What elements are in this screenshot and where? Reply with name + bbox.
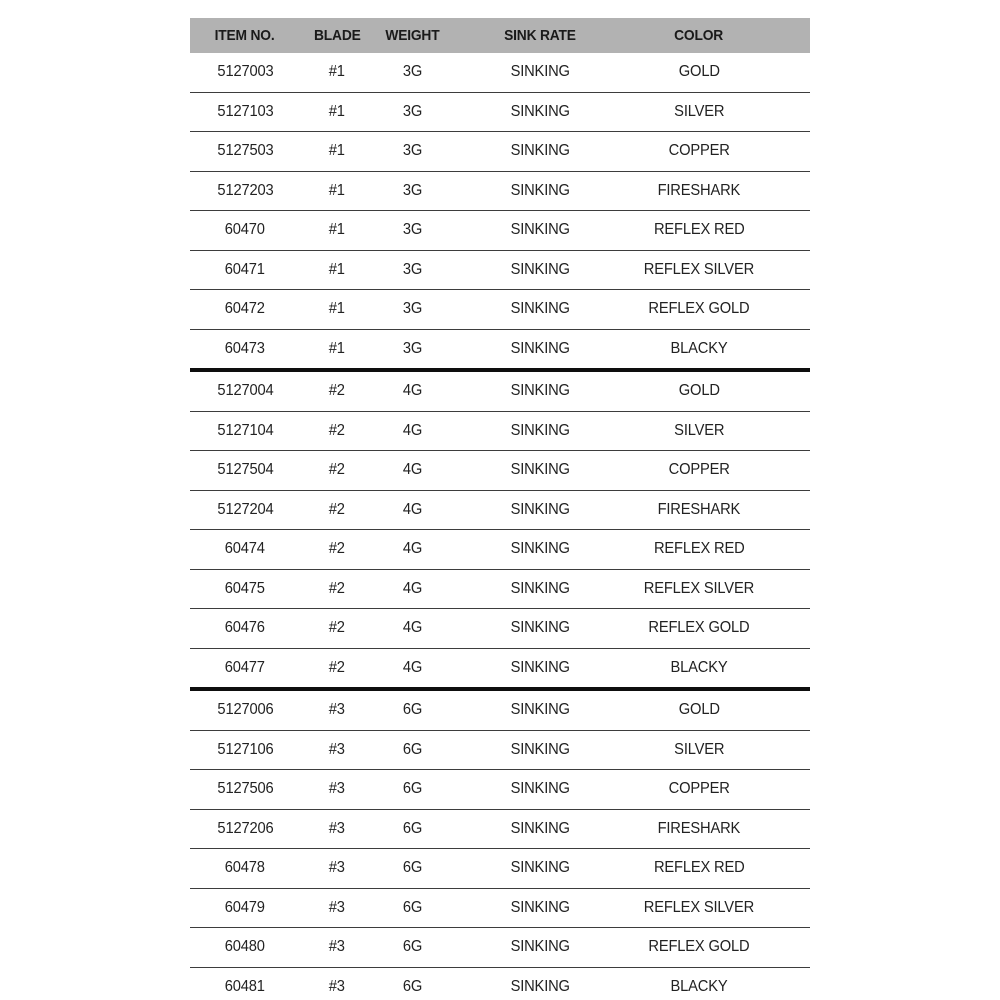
table-cell-sink-rate <box>450 329 630 370</box>
cell-text: #3 <box>328 819 346 837</box>
cell-text: 6G <box>402 701 422 719</box>
cell-text: 5127103 <box>216 102 274 120</box>
table-cell-color <box>630 530 810 570</box>
cell-text: SINKING <box>510 421 570 439</box>
cell-text: 60472 <box>224 300 266 318</box>
table-row <box>190 490 810 530</box>
table-cell-weight <box>374 250 450 290</box>
table-cell-weight <box>374 928 450 968</box>
table-cell-weight <box>374 730 450 770</box>
table-cell-weight <box>374 770 450 810</box>
cell-text: COPPER <box>668 780 730 798</box>
table-cell-blade <box>300 809 374 849</box>
table-cell-item-no <box>190 569 300 609</box>
cell-text: 5127204 <box>216 500 274 518</box>
table-cell-blade <box>300 211 374 251</box>
cell-text: 4G <box>402 421 422 439</box>
table-cell-color <box>630 451 810 491</box>
table-cell-item-no <box>190 490 300 530</box>
cell-text: #1 <box>328 102 346 120</box>
cell-text: 5127104 <box>216 421 274 439</box>
cell-text: #1 <box>328 63 346 81</box>
cell-text: 6G <box>402 898 422 916</box>
table-row <box>190 849 810 889</box>
cell-text: #1 <box>328 221 346 239</box>
cell-text: SINKING <box>510 540 570 558</box>
cell-text: 6G <box>402 740 422 758</box>
cell-text: #3 <box>328 740 346 758</box>
cell-text: 5127206 <box>216 819 274 837</box>
cell-text: #1 <box>328 260 346 278</box>
table-cell-blade <box>300 967 374 1000</box>
cell-text: #3 <box>328 859 346 877</box>
column-header-color: COLOR <box>630 18 810 53</box>
table-cell-item-no <box>190 250 300 290</box>
table-cell-color <box>630 329 810 370</box>
cell-text: 5127504 <box>216 461 274 479</box>
table-cell-weight <box>374 530 450 570</box>
cell-text: SINKING <box>510 579 570 597</box>
cell-text: #2 <box>328 382 346 400</box>
table-cell-color <box>630 928 810 968</box>
header-row <box>190 18 810 53</box>
table-cell-item-no <box>190 928 300 968</box>
table-cell-blade <box>300 370 374 411</box>
cell-text: #2 <box>328 461 346 479</box>
cell-text: 60480 <box>224 938 266 956</box>
cell-text: 4G <box>402 500 422 518</box>
table-cell-blade <box>300 849 374 889</box>
table-row <box>190 132 810 172</box>
table-cell-blade <box>300 132 374 172</box>
table-cell-blade <box>300 250 374 290</box>
cell-text: SINKING <box>510 619 570 637</box>
cell-text: #3 <box>328 938 346 956</box>
cell-text: REFLEX SILVER <box>643 260 755 278</box>
table-cell-sink-rate <box>450 609 630 649</box>
cell-text: 5127003 <box>216 63 274 81</box>
cell-text: 60481 <box>224 977 266 995</box>
table-cell-color <box>630 490 810 530</box>
cell-text: 5127006 <box>216 701 274 719</box>
cell-text: GOLD <box>678 63 720 81</box>
table-cell-color <box>630 770 810 810</box>
table-row <box>190 689 810 730</box>
cell-text: 60473 <box>224 339 266 357</box>
table-cell-sink-rate <box>450 132 630 172</box>
cell-text: SINKING <box>510 658 570 676</box>
table-cell-color <box>630 888 810 928</box>
cell-text: 3G <box>402 221 422 239</box>
table-cell-blade <box>300 290 374 330</box>
table-cell-item-no <box>190 967 300 1000</box>
cell-text: #3 <box>328 780 346 798</box>
table-row <box>190 290 810 330</box>
table-cell-weight <box>374 451 450 491</box>
cell-text: 6G <box>402 780 422 798</box>
cell-text: 5127203 <box>216 181 274 199</box>
table-row <box>190 809 810 849</box>
table-row <box>190 530 810 570</box>
table-row <box>190 609 810 649</box>
table-cell-sink-rate <box>450 92 630 132</box>
table-cell-color <box>630 92 810 132</box>
cell-text: REFLEX SILVER <box>643 898 755 916</box>
cell-text: SINKING <box>510 977 570 995</box>
cell-text: 3G <box>402 102 422 120</box>
table-cell-item-no <box>190 171 300 211</box>
cell-text: 6G <box>402 977 422 995</box>
table-cell-item-no <box>190 809 300 849</box>
cell-text: COPPER <box>668 461 730 479</box>
table-cell-weight <box>374 490 450 530</box>
table-row <box>190 928 810 968</box>
table-row <box>190 329 810 370</box>
cell-text: #2 <box>328 579 346 597</box>
column-header-weight: WEIGHT <box>374 18 450 53</box>
table-cell-weight <box>374 809 450 849</box>
cell-text: 3G <box>402 142 422 160</box>
table-cell-blade <box>300 171 374 211</box>
table-cell-blade <box>300 411 374 451</box>
cell-text: 6G <box>402 938 422 956</box>
table-cell-weight <box>374 609 450 649</box>
cell-text: FIRESHARK <box>657 181 741 199</box>
table-cell-sink-rate <box>450 53 630 92</box>
table-cell-item-no <box>190 730 300 770</box>
table-cell-sink-rate <box>450 490 630 530</box>
table-cell-color <box>630 648 810 689</box>
table-cell-item-no <box>190 290 300 330</box>
table-row <box>190 770 810 810</box>
cell-text: REFLEX GOLD <box>648 938 750 956</box>
table-cell-weight <box>374 888 450 928</box>
table-cell-blade <box>300 530 374 570</box>
table-cell-item-no <box>190 370 300 411</box>
table-cell-blade <box>300 490 374 530</box>
table-cell-sink-rate <box>450 451 630 491</box>
cell-text: #1 <box>328 142 346 160</box>
table-cell-color <box>630 849 810 889</box>
cell-text: #1 <box>328 339 346 357</box>
cell-text: REFLEX GOLD <box>648 300 750 318</box>
cell-text: 5127106 <box>216 740 274 758</box>
table-cell-color <box>630 967 810 1000</box>
table-cell-sink-rate <box>450 888 630 928</box>
cell-text: SINKING <box>510 382 570 400</box>
cell-text: #3 <box>328 701 346 719</box>
table-row <box>190 370 810 411</box>
cell-text: REFLEX RED <box>653 221 745 239</box>
cell-text: SINKING <box>510 701 570 719</box>
table-cell-weight <box>374 171 450 211</box>
table-cell-sink-rate <box>450 928 630 968</box>
table-cell-color <box>630 211 810 251</box>
cell-text: BLACKY <box>670 658 728 676</box>
cell-text: #2 <box>328 658 346 676</box>
table-cell-color <box>630 290 810 330</box>
cell-text: REFLEX RED <box>653 540 745 558</box>
cell-text: #1 <box>328 300 346 318</box>
cell-text: SINKING <box>510 859 570 877</box>
table-cell-color <box>630 689 810 730</box>
table-cell-blade <box>300 770 374 810</box>
cell-text: 5127506 <box>216 780 274 798</box>
cell-text: 60474 <box>224 540 266 558</box>
table-cell-blade <box>300 648 374 689</box>
table-cell-sink-rate <box>450 411 630 451</box>
cell-text: BLACKY <box>670 339 728 357</box>
table-cell-item-no <box>190 609 300 649</box>
table-cell-sink-rate <box>450 370 630 411</box>
table-cell-item-no <box>190 648 300 689</box>
cell-text: 4G <box>402 461 422 479</box>
table-row <box>190 451 810 491</box>
cell-text: 60471 <box>224 260 266 278</box>
column-header-blade: BLADE <box>300 18 374 53</box>
table-cell-sink-rate <box>450 648 630 689</box>
table-cell-sink-rate <box>450 530 630 570</box>
cell-text: 60478 <box>224 859 266 877</box>
table-cell-item-no <box>190 211 300 251</box>
table-cell-sink-rate <box>450 569 630 609</box>
table-row <box>190 569 810 609</box>
cell-text: 60470 <box>224 221 266 239</box>
table-cell-weight <box>374 411 450 451</box>
cell-text: SILVER <box>673 421 725 439</box>
table-cell-item-no <box>190 53 300 92</box>
cell-text: SINKING <box>510 63 570 81</box>
cell-text: 3G <box>402 63 422 81</box>
cell-text: SINKING <box>510 339 570 357</box>
table-cell-item-no <box>190 132 300 172</box>
table-cell-color <box>630 609 810 649</box>
table-cell-sink-rate <box>450 849 630 889</box>
cell-text: 60476 <box>224 619 266 637</box>
table-cell-sink-rate <box>450 171 630 211</box>
table-cell-sink-rate <box>450 211 630 251</box>
table-row <box>190 171 810 211</box>
cell-text: 3G <box>402 260 422 278</box>
table-cell-sink-rate <box>450 967 630 1000</box>
table-cell-item-no <box>190 849 300 889</box>
cell-text: #1 <box>328 181 346 199</box>
table-cell-weight <box>374 53 450 92</box>
cell-text: 4G <box>402 540 422 558</box>
table-cell-color <box>630 569 810 609</box>
table-body <box>190 53 810 1000</box>
table-cell-weight <box>374 689 450 730</box>
column-header-sink-rate: SINK RATE <box>450 18 630 53</box>
cell-text: REFLEX GOLD <box>648 619 750 637</box>
table-cell-color <box>630 370 810 411</box>
cell-text: FIRESHARK <box>657 500 741 518</box>
table-cell-item-no <box>190 530 300 570</box>
table-cell-blade <box>300 888 374 928</box>
table-cell-item-no <box>190 770 300 810</box>
table-cell-weight <box>374 329 450 370</box>
cell-text: GOLD <box>678 382 720 400</box>
table-row <box>190 411 810 451</box>
product-spec-table <box>190 18 810 1000</box>
table-row <box>190 92 810 132</box>
table-row <box>190 53 810 92</box>
cell-text: 3G <box>402 181 422 199</box>
cell-text: #2 <box>328 540 346 558</box>
table-cell-blade <box>300 569 374 609</box>
cell-text: 3G <box>402 339 422 357</box>
cell-text: SINKING <box>510 181 570 199</box>
cell-text: 4G <box>402 658 422 676</box>
table-cell-weight <box>374 92 450 132</box>
table-cell-color <box>630 132 810 172</box>
table-cell-sink-rate <box>450 250 630 290</box>
table-cell-sink-rate <box>450 730 630 770</box>
cell-text: SINKING <box>510 142 570 160</box>
cell-text: BLACKY <box>670 977 728 995</box>
cell-text: SINKING <box>510 300 570 318</box>
cell-text: 60477 <box>224 658 266 676</box>
table-row <box>190 967 810 1000</box>
table-cell-color <box>630 250 810 290</box>
table-cell-sink-rate <box>450 290 630 330</box>
table-cell-item-no <box>190 689 300 730</box>
cell-text: SINKING <box>510 221 570 239</box>
table-row <box>190 250 810 290</box>
table-cell-weight <box>374 648 450 689</box>
cell-text: 3G <box>402 300 422 318</box>
table-cell-weight <box>374 370 450 411</box>
cell-text: SINKING <box>510 938 570 956</box>
cell-text: #2 <box>328 421 346 439</box>
cell-text: SINKING <box>510 500 570 518</box>
cell-text: COPPER <box>668 142 730 160</box>
table-cell-blade <box>300 451 374 491</box>
cell-text: SINKING <box>510 780 570 798</box>
table-cell-color <box>630 411 810 451</box>
table-cell-blade <box>300 53 374 92</box>
table-cell-color <box>630 171 810 211</box>
table-row <box>190 211 810 251</box>
table-cell-weight <box>374 132 450 172</box>
cell-text: SINKING <box>510 260 570 278</box>
table-cell-color <box>630 809 810 849</box>
table-cell-weight <box>374 211 450 251</box>
cell-text: 4G <box>402 579 422 597</box>
cell-text: 60479 <box>224 898 266 916</box>
table-cell-weight <box>374 849 450 889</box>
cell-text: SINKING <box>510 898 570 916</box>
table-cell-blade <box>300 928 374 968</box>
cell-text: #2 <box>328 619 346 637</box>
cell-text: #3 <box>328 898 346 916</box>
table-row <box>190 888 810 928</box>
cell-text: FIRESHARK <box>657 819 741 837</box>
table-cell-item-no <box>190 329 300 370</box>
cell-text: REFLEX SILVER <box>643 579 755 597</box>
cell-text: 4G <box>402 619 422 637</box>
table-cell-blade <box>300 329 374 370</box>
table-cell-color <box>630 730 810 770</box>
column-header-item-no: ITEM NO. <box>190 18 300 53</box>
table-cell-weight <box>374 569 450 609</box>
cell-text: SILVER <box>673 740 725 758</box>
table-row <box>190 730 810 770</box>
table-cell-blade <box>300 609 374 649</box>
cell-text: SINKING <box>510 819 570 837</box>
table-cell-color <box>630 53 810 92</box>
table-cell-item-no <box>190 888 300 928</box>
cell-text: #2 <box>328 500 346 518</box>
cell-text: 6G <box>402 819 422 837</box>
table-cell-blade <box>300 730 374 770</box>
table-cell-sink-rate <box>450 770 630 810</box>
cell-text: 4G <box>402 382 422 400</box>
table-row <box>190 648 810 689</box>
cell-text: GOLD <box>678 701 720 719</box>
cell-text: SINKING <box>510 461 570 479</box>
cell-text: SINKING <box>510 102 570 120</box>
cell-text: 5127004 <box>216 382 274 400</box>
table-cell-weight <box>374 967 450 1000</box>
table-cell-item-no <box>190 411 300 451</box>
table-cell-sink-rate <box>450 689 630 730</box>
table-cell-item-no <box>190 451 300 491</box>
cell-text: 5127503 <box>216 142 274 160</box>
table-cell-blade <box>300 92 374 132</box>
cell-text: 6G <box>402 859 422 877</box>
cell-text: REFLEX RED <box>653 859 745 877</box>
cell-text: SILVER <box>673 102 725 120</box>
cell-text: 60475 <box>224 579 266 597</box>
cell-text: SINKING <box>510 740 570 758</box>
table-cell-sink-rate <box>450 809 630 849</box>
table-cell-blade <box>300 689 374 730</box>
cell-text: #3 <box>328 977 346 995</box>
table-cell-weight <box>374 290 450 330</box>
table-cell-item-no <box>190 92 300 132</box>
